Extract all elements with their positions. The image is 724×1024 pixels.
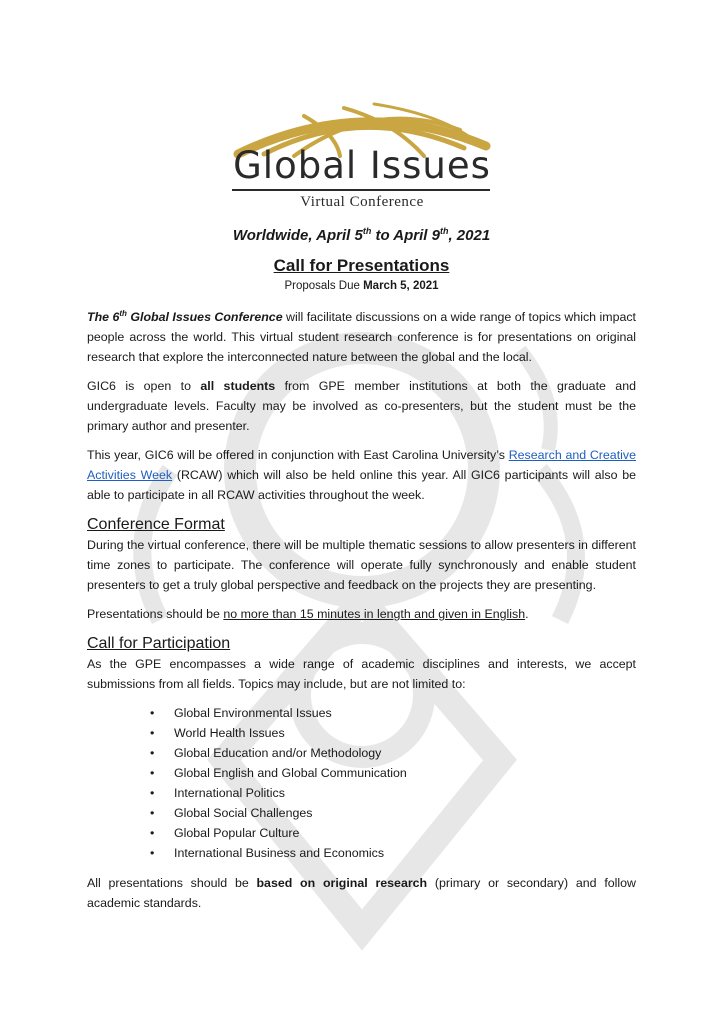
list-item: • Global Social Challenges	[150, 806, 313, 821]
logo-title: Global Issues	[233, 144, 491, 187]
list-item: • Global English and Global Communication	[150, 766, 407, 781]
rcaw-paragraph: This year, GIC6 will be offered in conjunction with East Carolina University’s Research and Creative Activities Week (RCAW) which will also be held online this year. All GIC6 participants will also be able to participate in all RCAW activities throughout the week.	[87, 448, 636, 503]
list-item: • International Politics	[150, 786, 285, 801]
intro-paragraph: The 6th Global Issues Conference will facilitate discussions on a wide range of topics which impact people across the world. This virtual student research conference is for presentations on original research that explore the interconnected nature between the global and the local.	[87, 309, 636, 365]
section-heading-participation: Call for Participation	[87, 635, 231, 653]
page-title: Call for Presentations	[273, 256, 450, 275]
conference-dates: Worldwide, April 5th to April 9th, 2021	[232, 226, 491, 244]
document-body	[87, 226, 636, 922]
logo-subtitle: Virtual Conference	[300, 194, 424, 210]
closing-paragraph: All presentations should be based on original research (primary or secondary) and follow academic standards.	[87, 876, 636, 911]
participation-intro: As the GPE encompasses a wide range of academic disciplines and interests, we accept submissions from all fields. Topics may include, but are not limited to:	[87, 657, 636, 692]
logo-underline	[232, 189, 490, 191]
topics-list	[87, 703, 636, 863]
format-paragraph: During the virtual conference, there will be multiple thematic sessions to allow presenters in different time zones to participate. The conference will operate fully synchronously and enable student presenters to get a truly global perspective and feedback on the projects they are presenting.	[87, 538, 636, 593]
rcaw-link[interactable]: Research and Creative Activities Week	[87, 448, 636, 483]
eligibility-paragraph: GIC6 is open to all students from GPE member institutions at both the graduate and undergraduate levels. Faculty may be involved as co-presenters, but the student must be the primary author and presenter.	[87, 379, 636, 434]
list-item: • Global Education and/or Methodology	[150, 746, 382, 761]
proposal-deadline: Proposals Due March 5, 2021	[284, 280, 439, 292]
list-item: • Global Environmental Issues	[150, 706, 332, 721]
list-item: • World Health Issues	[150, 726, 285, 741]
list-item: • International Business and Economics	[150, 846, 385, 861]
conference-logo	[224, 100, 500, 216]
section-heading-format: Conference Format	[87, 516, 225, 534]
presentation-length-paragraph: Presentations should be no more than 15 minutes in length and given in English.	[87, 607, 529, 622]
list-item: • Global Popular Culture	[150, 826, 300, 841]
